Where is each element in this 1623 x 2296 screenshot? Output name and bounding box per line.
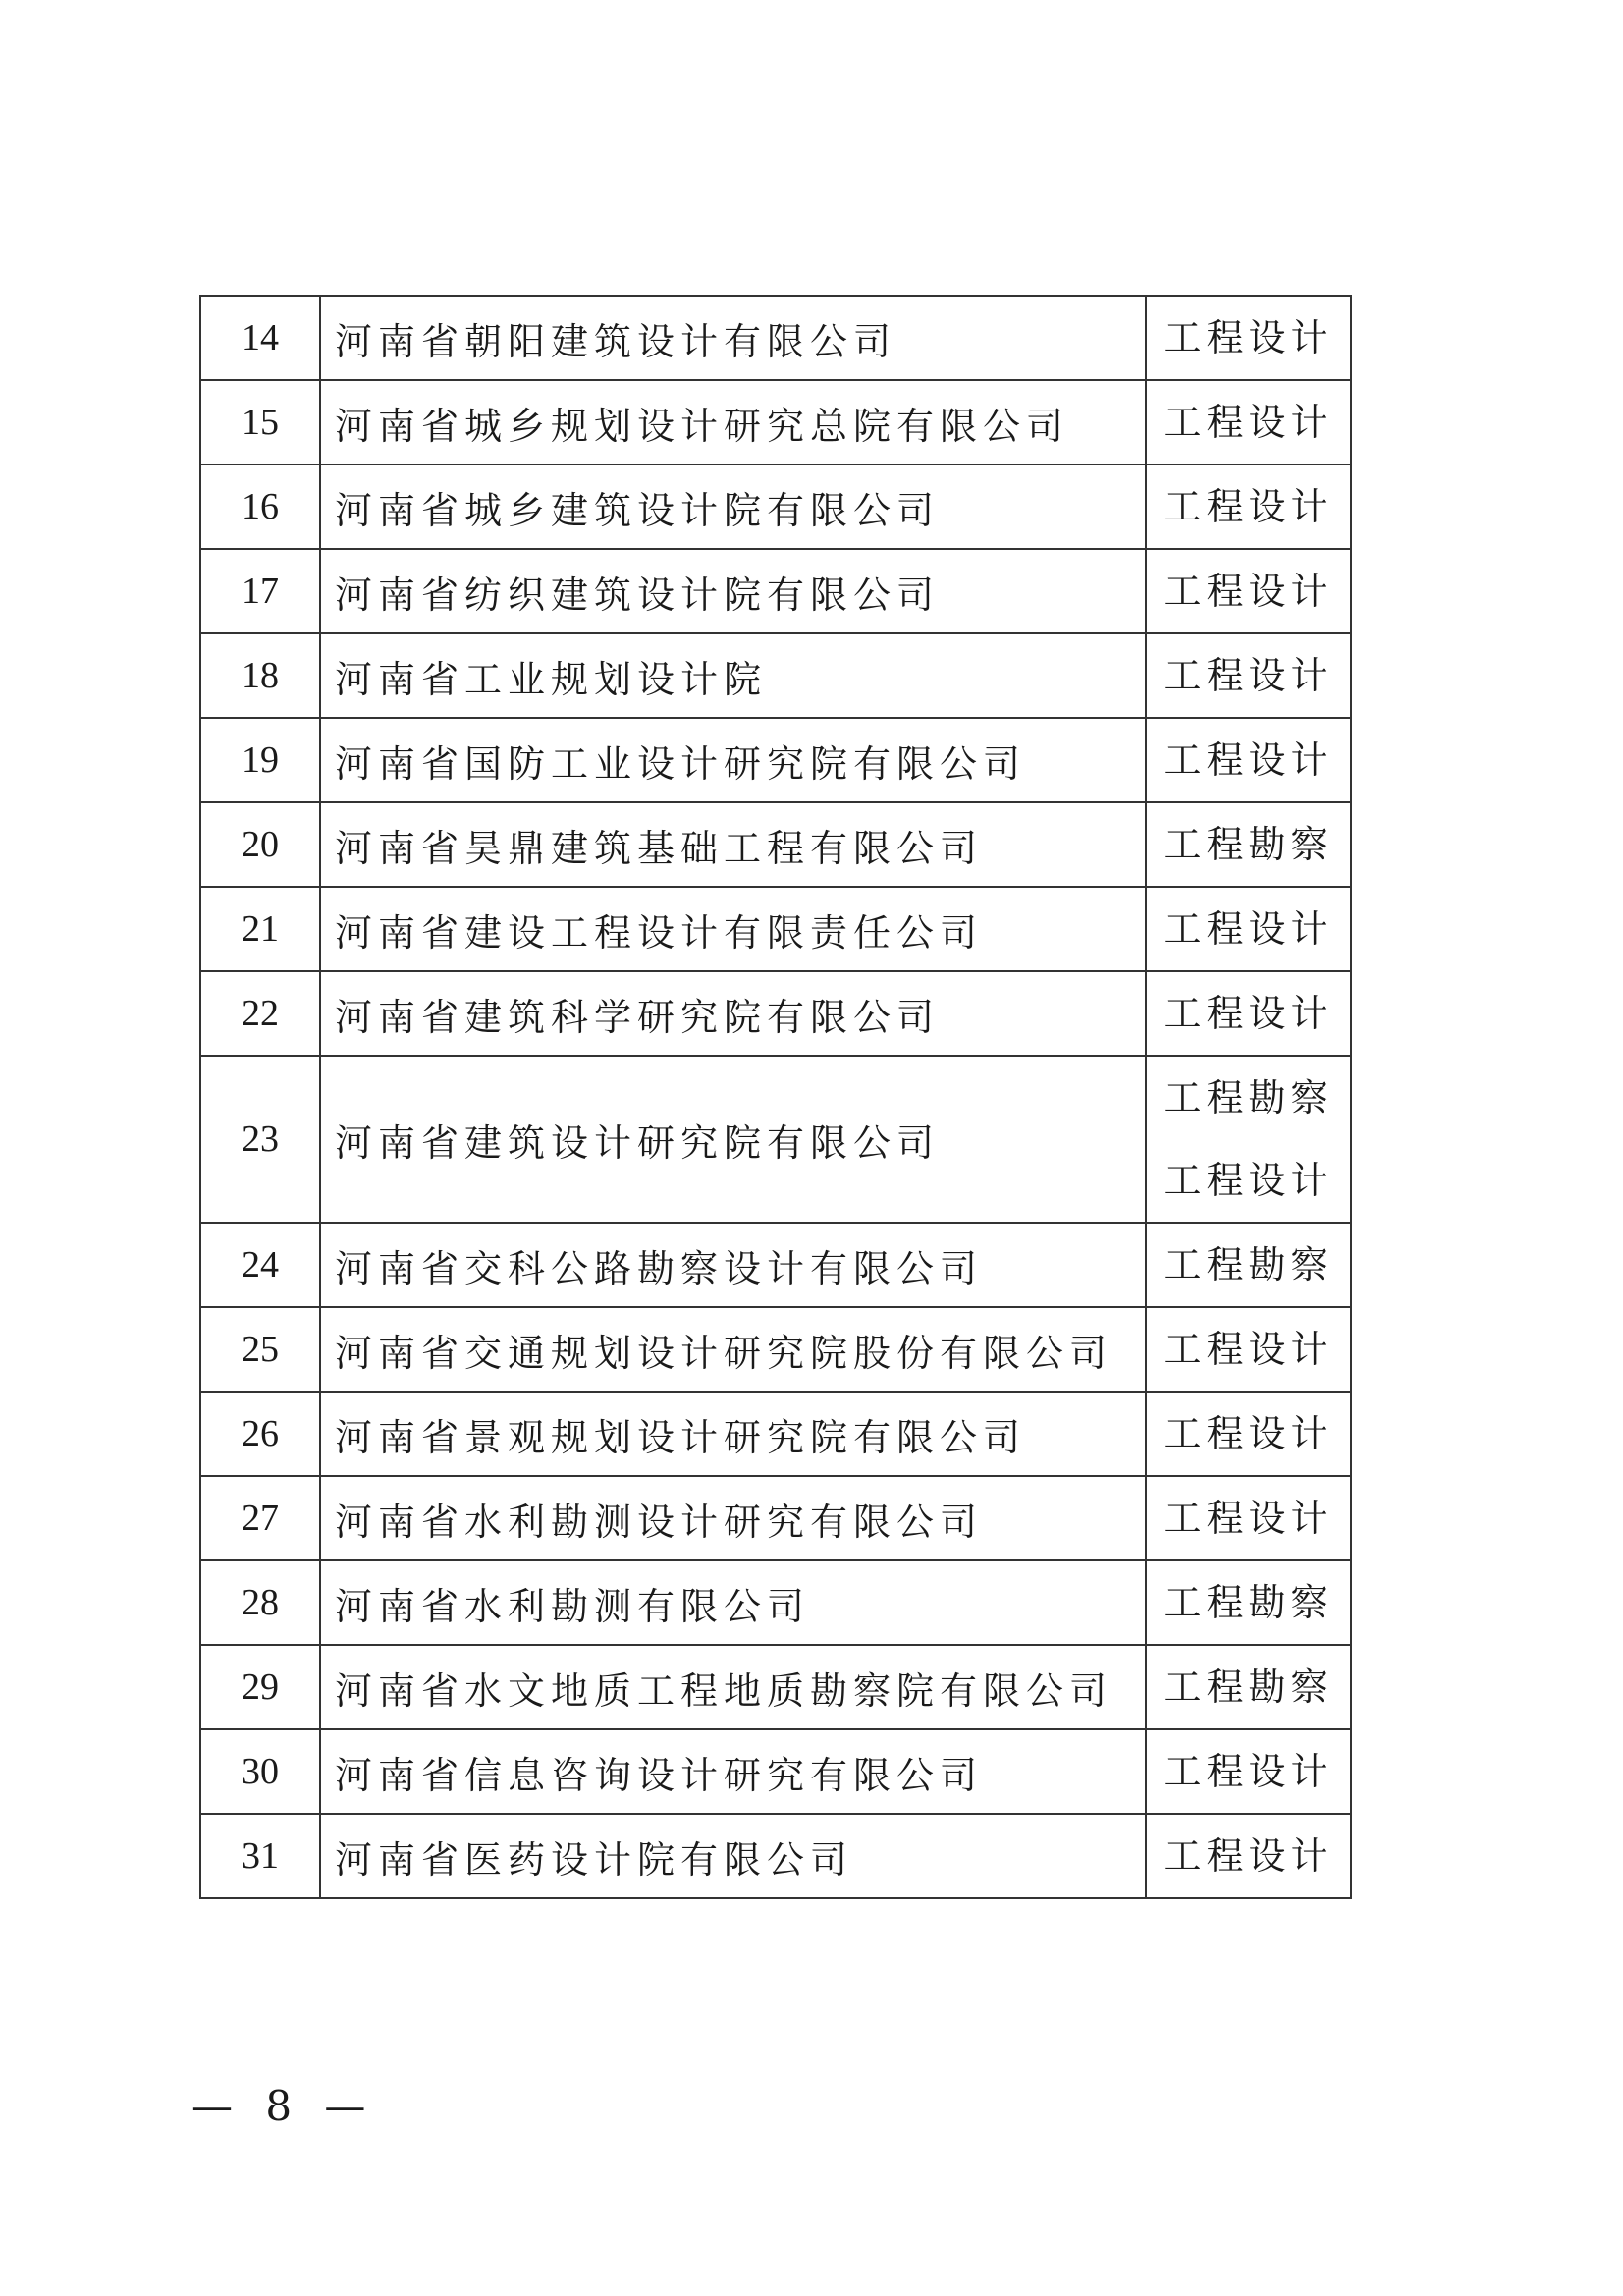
company-name: 河南省交通规划设计研究院股份有限公司 (320, 1307, 1146, 1392)
table-row (200, 971, 1351, 1056)
row-number: 25 (200, 1307, 320, 1392)
qualification-category (1146, 1392, 1351, 1476)
table-row (200, 1476, 1351, 1560)
company-name: 河南省城乡建筑设计院有限公司 (320, 465, 1146, 549)
row-number: 24 (200, 1223, 320, 1307)
category-label: 工程勘察 (1163, 1581, 1333, 1624)
category-label: 工程勘察 (1163, 1666, 1333, 1709)
category-label: 工程设计 (1163, 485, 1333, 528)
company-name: 河南省医药设计院有限公司 (320, 1814, 1146, 1898)
company-name: 河南省景观规划设计研究院有限公司 (320, 1392, 1146, 1476)
table-row (200, 718, 1351, 802)
table-row (200, 296, 1351, 380)
row-number: 16 (200, 465, 320, 549)
category-label: 工程设计 (1163, 1497, 1333, 1540)
category-label: 工程设计 (1163, 907, 1333, 951)
qualification-category (1146, 1223, 1351, 1307)
category-label: 工程设计 (1163, 316, 1333, 359)
category-label: 工程勘察 (1163, 1076, 1333, 1120)
table-row (200, 380, 1351, 465)
qualification-category (1146, 718, 1351, 802)
qualification-category (1146, 1814, 1351, 1898)
table-row (200, 1392, 1351, 1476)
company-name: 河南省建设工程设计有限责任公司 (320, 887, 1146, 971)
table-row (200, 887, 1351, 971)
company-name: 河南省纺织建筑设计院有限公司 (320, 549, 1146, 633)
qualification-category (1146, 465, 1351, 549)
table-row (200, 1814, 1351, 1898)
row-number: 29 (200, 1645, 320, 1729)
category-label: 工程设计 (1163, 1834, 1333, 1878)
qualification-category (1146, 549, 1351, 633)
company-name: 河南省水利勘测设计研究有限公司 (320, 1476, 1146, 1560)
category-label: 工程设计 (1163, 1328, 1333, 1371)
row-number: 18 (200, 633, 320, 718)
row-number: 20 (200, 802, 320, 887)
company-name: 河南省信息咨询设计研究有限公司 (320, 1729, 1146, 1814)
row-number: 23 (200, 1056, 320, 1223)
qualification-category (1146, 1729, 1351, 1814)
qualification-category (1146, 1645, 1351, 1729)
row-number: 17 (200, 549, 320, 633)
row-number: 30 (200, 1729, 320, 1814)
table-body (200, 296, 1351, 1898)
table-row (200, 1645, 1351, 1729)
qualification-category (1146, 1056, 1351, 1223)
company-name: 河南省建筑设计研究院有限公司 (320, 1056, 1146, 1223)
category-label: 工程勘察 (1163, 1243, 1333, 1286)
company-name: 河南省昊鼎建筑基础工程有限公司 (320, 802, 1146, 887)
row-number: 14 (200, 296, 320, 380)
table-row (200, 549, 1351, 633)
row-number: 15 (200, 380, 320, 465)
table-row (200, 1729, 1351, 1814)
company-name: 河南省水利勘测有限公司 (320, 1560, 1146, 1645)
table-row (200, 802, 1351, 887)
company-name: 河南省工业规划设计院 (320, 633, 1146, 718)
qualification-category (1146, 971, 1351, 1056)
table-row (200, 1223, 1351, 1307)
company-name: 河南省朝阳建筑设计有限公司 (320, 296, 1146, 380)
category-label: 工程设计 (1163, 738, 1333, 782)
qualification-category (1146, 633, 1351, 718)
company-name: 河南省水文地质工程地质勘察院有限公司 (320, 1645, 1146, 1729)
page-number: — 8 — (191, 2082, 376, 2130)
table-row (200, 1307, 1351, 1392)
table-row (200, 1056, 1351, 1223)
qualification-category (1146, 887, 1351, 971)
table-row (200, 633, 1351, 718)
row-number: 26 (200, 1392, 320, 1476)
qualification-category (1146, 380, 1351, 465)
category-label: 工程设计 (1163, 654, 1333, 697)
qualification-category (1146, 802, 1351, 887)
qualification-category (1146, 1476, 1351, 1560)
company-name: 河南省国防工业设计研究院有限公司 (320, 718, 1146, 802)
company-name: 河南省建筑科学研究院有限公司 (320, 971, 1146, 1056)
row-number: 21 (200, 887, 320, 971)
qualification-category (1146, 1307, 1351, 1392)
qualification-category (1146, 296, 1351, 380)
category-label: 工程设计 (1163, 401, 1333, 444)
category-label: 工程设计 (1163, 1159, 1333, 1202)
category-label: 工程设计 (1163, 992, 1333, 1035)
row-number: 28 (200, 1560, 320, 1645)
row-number: 31 (200, 1814, 320, 1898)
category-label: 工程勘察 (1163, 823, 1333, 866)
category-label: 工程设计 (1163, 570, 1333, 613)
company-name: 河南省交科公路勘察设计有限公司 (320, 1223, 1146, 1307)
row-number: 22 (200, 971, 320, 1056)
company-name: 河南省城乡规划设计研究总院有限公司 (320, 380, 1146, 465)
qualification-category (1146, 1560, 1351, 1645)
table-row (200, 465, 1351, 549)
category-label: 工程设计 (1163, 1412, 1333, 1455)
category-label: 工程设计 (1163, 1750, 1333, 1793)
row-number: 19 (200, 718, 320, 802)
table-row (200, 1560, 1351, 1645)
row-number: 27 (200, 1476, 320, 1560)
company-list-table (199, 295, 1352, 1899)
